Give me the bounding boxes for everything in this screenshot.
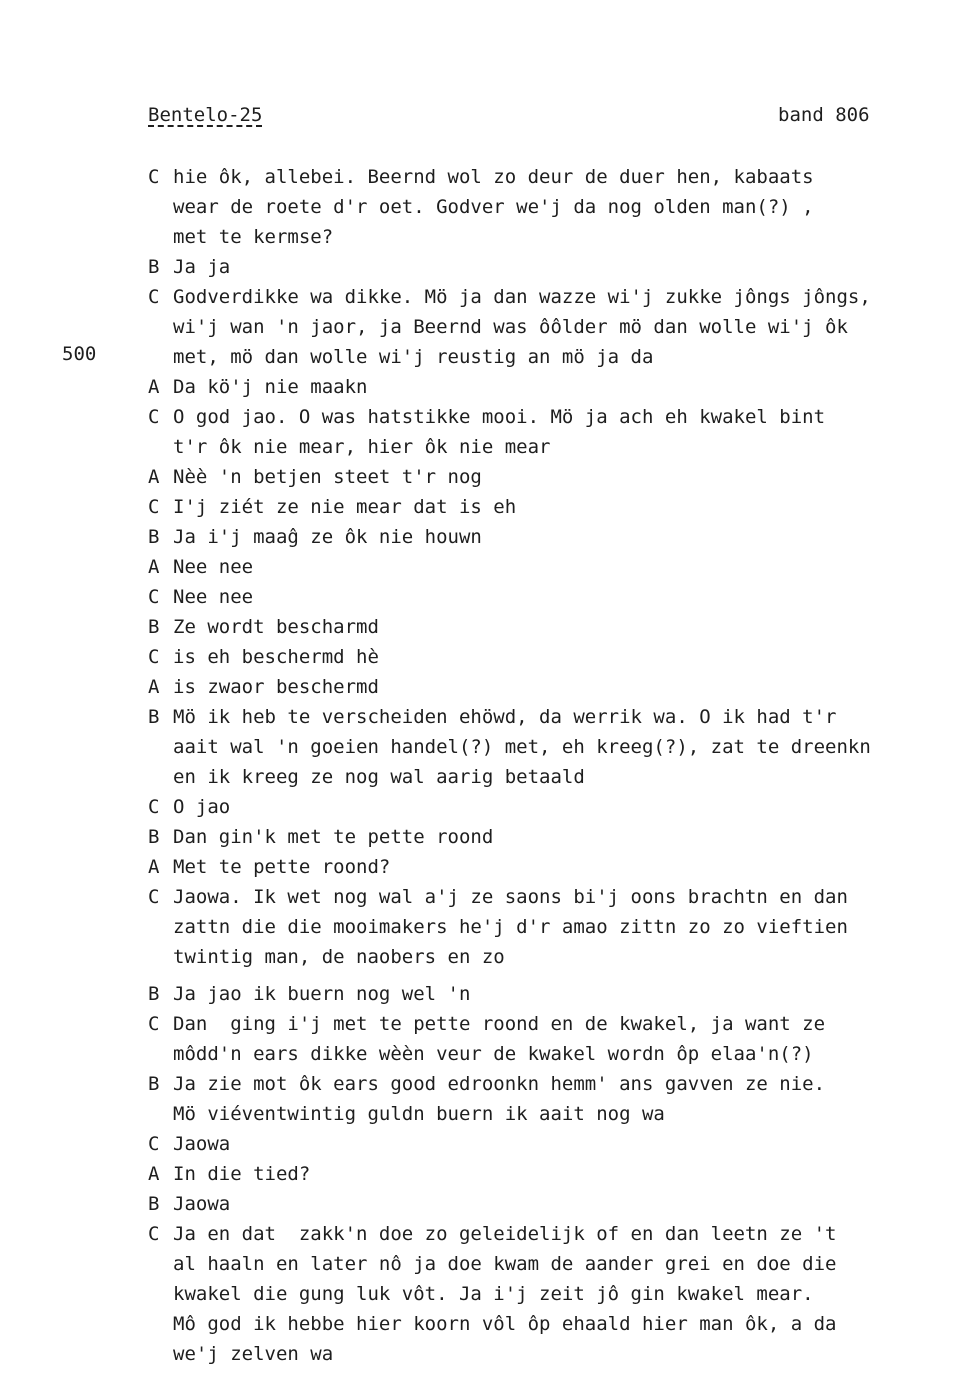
turn-text xyxy=(173,372,938,402)
dialogue-turn xyxy=(148,582,938,612)
speaker-label: B xyxy=(148,826,160,848)
transcript-line: Dan ging i'j met te pette roond en de kwakel, ja want ze xyxy=(173,1013,826,1035)
dialogue-turn xyxy=(148,1219,938,1369)
turn-text xyxy=(173,162,938,252)
turn-text xyxy=(173,979,938,1009)
turn-text xyxy=(173,522,938,552)
transcript-line: Jaowa xyxy=(173,1133,231,1155)
dialogue-turn xyxy=(148,642,938,672)
transcript-line: Dan gin'k met te pette roond xyxy=(173,826,494,848)
transcript-line: t'r ôk nie mear, hier ôk nie mear xyxy=(173,436,551,458)
turn-text xyxy=(173,852,938,882)
transcript-line: Ja ja xyxy=(173,256,231,278)
speaker-label: C xyxy=(148,586,160,608)
dialogue-turn xyxy=(148,822,938,852)
speaker-label: C xyxy=(148,286,160,308)
dialogue-turn xyxy=(148,1129,938,1159)
transcript-line: Nee nee xyxy=(173,586,254,608)
dialogue-turn xyxy=(148,522,938,552)
transcript-line: Mö ik heb te verscheiden ehöwd, da werrik wa. O ik had t'r xyxy=(173,706,837,728)
transcript-body xyxy=(148,162,938,1369)
transcript-line: Met te pette roond? xyxy=(173,856,391,878)
transcript-line: Ze wordt bescharmd xyxy=(173,616,379,638)
speaker-label: C xyxy=(148,886,160,908)
speaker-label: A xyxy=(148,556,160,578)
transcript-line: met, mö dan wolle wi'j reustig an mö ja da xyxy=(173,346,654,368)
dialogue-turn xyxy=(148,852,938,882)
dialogue-turn xyxy=(148,1159,938,1189)
transcript-line: aait wal 'n goeien handel(?) met, eh kreeg(?), zat te dreenkn xyxy=(173,736,871,758)
transcript-line: Jaowa xyxy=(173,1193,231,1215)
transcript-line: I'j ziét ze nie mear dat is eh xyxy=(173,496,517,518)
dialogue-turn xyxy=(148,492,938,522)
dialogue-turn xyxy=(148,402,938,462)
dialogue-turn xyxy=(148,672,938,702)
turn-text xyxy=(173,552,938,582)
turn-text xyxy=(173,1009,938,1069)
speaker-label: A xyxy=(148,466,160,488)
turn-text xyxy=(173,1069,938,1129)
speaker-label: C xyxy=(148,1013,160,1035)
transcript-line: is eh beschermd hè xyxy=(173,646,379,668)
turn-text xyxy=(173,282,938,372)
dialogue-turn xyxy=(148,1009,938,1069)
transcript-line: is zwaor beschermd xyxy=(173,676,379,698)
dialogue-turn xyxy=(148,252,938,282)
turn-text xyxy=(173,702,938,792)
dialogue-turn xyxy=(148,1189,938,1219)
turn-text xyxy=(173,402,938,462)
transcript-line: Jaowa. Ik wet nog wal a'j ze saons bi'j oons brachtn en dan xyxy=(173,886,848,908)
turn-text xyxy=(173,822,938,852)
transcript-line: Mö viéventwintig guldn buern ik aait nog wa xyxy=(173,1103,665,1125)
transcript-line: twintig man, de naobers en zo xyxy=(173,946,505,968)
transcript-line: hie ôk, allebei. Beernd wol zo deur de duer hen, kabaats xyxy=(173,166,814,188)
dialogue-turn xyxy=(148,462,938,492)
turn-text xyxy=(173,882,938,972)
transcript-line: O jao xyxy=(173,796,231,818)
dialogue-turn xyxy=(148,282,938,372)
dialogue-turn xyxy=(148,552,938,582)
dialogue-turn xyxy=(148,372,938,402)
transcript-line: Mô god ik hebbe hier koorn vôl ôp ehaald hier man ôk, a da xyxy=(173,1313,837,1335)
transcript-line: zattn die die mooimakers he'j d'r amao zittn zo zo vieftien xyxy=(173,916,848,938)
speaker-label: A xyxy=(148,856,160,878)
dialogue-turn xyxy=(148,882,938,972)
header-title: Bentelo-25 xyxy=(148,104,263,126)
dialogue-turn xyxy=(148,612,938,642)
speaker-label: B xyxy=(148,526,160,548)
line-number: 500 xyxy=(62,343,97,365)
turn-text xyxy=(173,1129,938,1159)
turn-text xyxy=(173,252,938,282)
speaker-label: A xyxy=(148,1163,160,1185)
transcript-line: en ik kreeg ze nog wal aarig betaald xyxy=(173,766,585,788)
dialogue-turn xyxy=(148,979,938,1009)
turn-text xyxy=(173,1189,938,1219)
speaker-label: C xyxy=(148,1133,160,1155)
speaker-label: B xyxy=(148,706,160,728)
transcript-line: Da kö'j nie maakn xyxy=(173,376,368,398)
speaker-label: B xyxy=(148,616,160,638)
turn-text xyxy=(173,612,938,642)
speaker-label: A xyxy=(148,676,160,698)
speaker-label: C xyxy=(148,166,160,188)
transcript-line: In die tied? xyxy=(173,1163,311,1185)
transcript-line: Ja jao ik buern nog wel 'n xyxy=(173,983,471,1005)
turn-text xyxy=(173,672,938,702)
transcript-line: môdd'n ears dikke wèèn veur de kwakel wordn ôp elaa'n(?) xyxy=(173,1043,814,1065)
transcript-line: we'j zelven wa xyxy=(173,1343,334,1365)
dialogue-turn xyxy=(148,1069,938,1129)
speaker-label: C xyxy=(148,646,160,668)
header-tape-number: band 806 xyxy=(778,104,870,126)
dialogue-turn xyxy=(148,792,938,822)
speaker-label: B xyxy=(148,256,160,278)
dialogue-turn xyxy=(148,702,938,792)
transcript-line: kwakel die gung luk vôt. Ja i'j zeit jô gin kwakel mear. xyxy=(173,1283,814,1305)
speaker-label: B xyxy=(148,1193,160,1215)
turn-text xyxy=(173,642,938,672)
speaker-label: C xyxy=(148,1223,160,1245)
turn-text xyxy=(173,492,938,522)
transcript-line: Godverdikke wa dikke. Mö ja dan wazze wi'j zukke jôngs jôngs, xyxy=(173,286,871,308)
turn-text xyxy=(173,1159,938,1189)
transcript-line: Nèè 'n betjen steet t'r nog xyxy=(173,466,482,488)
transcript-line: Ja zie mot ôk ears good edroonkn hemm' ans gavven ze nie. xyxy=(173,1073,826,1095)
transcript-line: met te kermse? xyxy=(173,226,334,248)
transcript-line: al haaln en later nô ja doe kwam de aander grei en doe die xyxy=(173,1253,837,1275)
speaker-label: C xyxy=(148,496,160,518)
speaker-label: C xyxy=(148,796,160,818)
turn-text xyxy=(173,792,938,822)
turn-text xyxy=(173,582,938,612)
turn-text xyxy=(173,1219,938,1369)
speaker-label: B xyxy=(148,1073,160,1095)
speaker-label: C xyxy=(148,406,160,428)
speaker-label: B xyxy=(148,983,160,1005)
turn-text xyxy=(173,462,938,492)
transcript-line: Ja i'j maaĝ ze ôk nie houwn xyxy=(173,526,482,548)
transcript-line: O god jao. O was hatstikke mooi. Mö ja ach eh kwakel bint xyxy=(173,406,826,428)
dialogue-turn xyxy=(148,162,938,252)
transcript-line: wear de roete d'r oet. Godver we'j da nog olden man(?) , xyxy=(173,196,814,218)
transcript-line: wi'j wan 'n jaor, ja Beernd was ôôlder mö dan wolle wi'j ôk xyxy=(173,316,848,338)
speaker-label: A xyxy=(148,376,160,398)
transcript-line: Ja en dat zakk'n doe zo geleidelijk of en dan leetn ze 't xyxy=(173,1223,837,1245)
transcript-line: Nee nee xyxy=(173,556,254,578)
